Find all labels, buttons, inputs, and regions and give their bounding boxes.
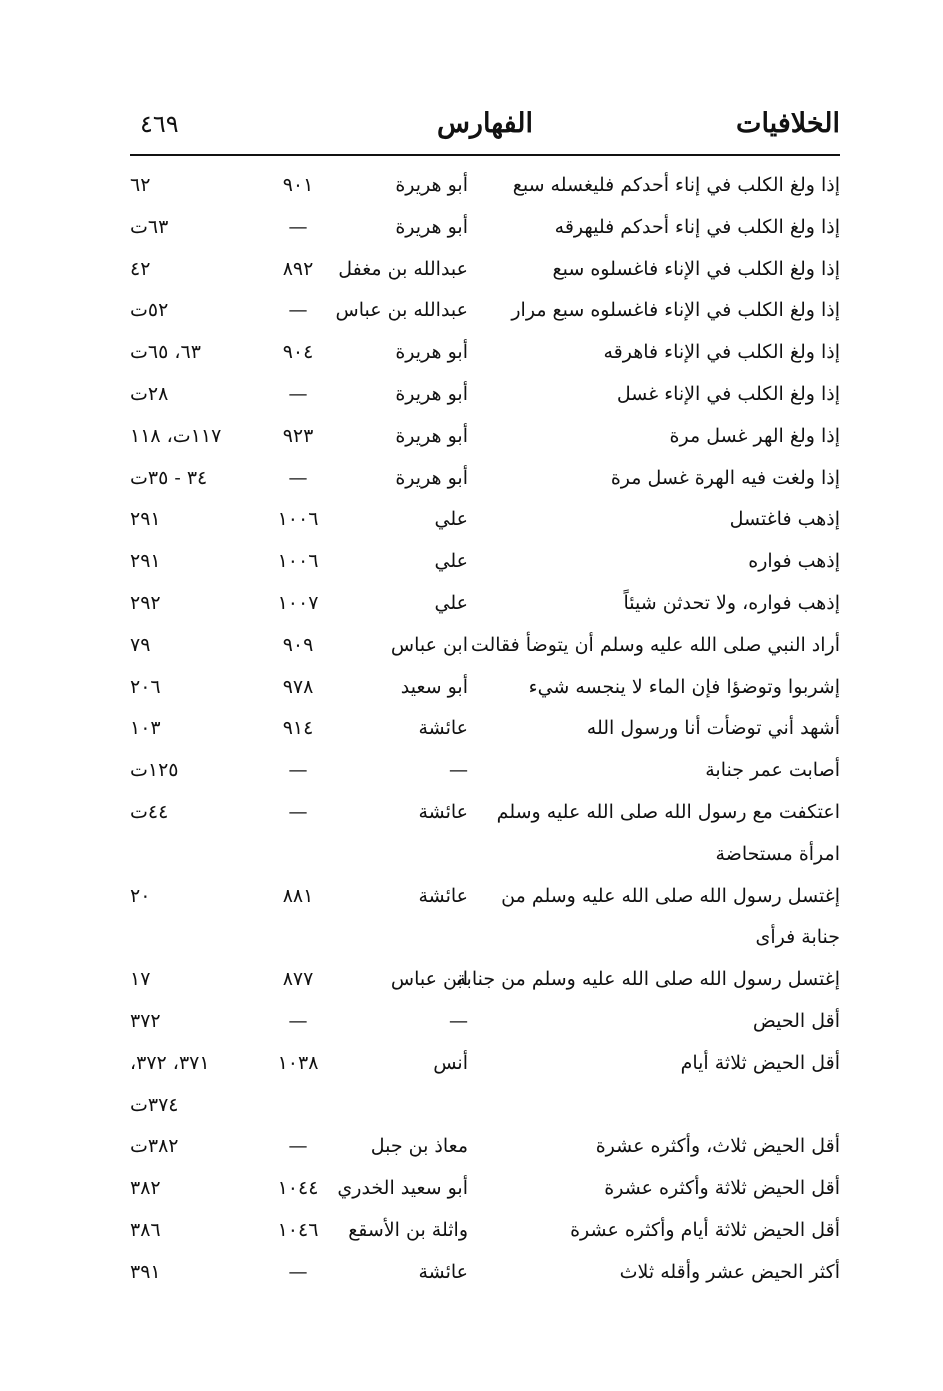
index-row: [130, 1126, 840, 1168]
hadith-number: —: [288, 800, 308, 823]
section-title: الفهارس: [436, 108, 534, 139]
hadith-text: أقل الحيض ثلاثة أيام وأكثره عشرة: [570, 1218, 840, 1241]
hadith-number: ٨٧٧: [282, 968, 314, 991]
index-row: [130, 1001, 840, 1043]
narrator: عائشة: [418, 717, 468, 740]
hadith-number: —: [288, 215, 308, 238]
hadith-number: ٩٠١: [282, 174, 314, 196]
index-row: [130, 541, 840, 583]
hadith-text: جنابة فرأى: [755, 926, 840, 949]
hadith-number: ١٠٣٨: [277, 1051, 319, 1074]
hadith-text: إذهب فواره، ولا تحدثن شيئاً: [623, 591, 840, 614]
index-row: [130, 1085, 840, 1127]
hadith-text: إذهب فواره: [748, 550, 840, 573]
hadith-number: —: [288, 1009, 308, 1032]
book-title: الخلافيات: [736, 108, 840, 139]
narrator: واثلة بن الأسقع: [348, 1218, 468, 1241]
hadith-number: ٨٨١: [282, 884, 314, 907]
page-refs: ٢٨ت: [130, 382, 169, 405]
index-row: [130, 917, 840, 959]
page-refs: ٣٤ - ٣٥ت: [130, 466, 208, 489]
page-refs: ٧٩: [130, 633, 151, 656]
page-refs: ٣٨٢: [130, 1177, 161, 1200]
hadith-number: —: [288, 466, 308, 489]
page-refs: ٣٨٦: [130, 1218, 161, 1241]
index-row: [130, 290, 840, 332]
hadith-text: إذا ولغ الكلب في الإناء غسل: [616, 382, 840, 405]
hadith-text: إذا ولغ الهر غسل مرة: [669, 424, 840, 447]
narrator: علي: [434, 508, 468, 531]
hadith-number: ٩٠٩: [282, 633, 314, 656]
page-refs: ٢٠: [130, 884, 151, 907]
hadith-text: أقل الحيض ثلاثة وأكثره عشرة: [604, 1177, 840, 1200]
hadith-number: —: [288, 299, 308, 322]
narrator: أبو هريرة: [395, 174, 468, 196]
index-row: [130, 750, 840, 792]
hadith-number: ١٠٠٦: [277, 508, 319, 531]
narrator: أبو هريرة: [395, 215, 468, 238]
index-row: [130, 499, 840, 541]
narrator: عبدالله بن عباس: [335, 299, 468, 322]
narrator: أبو سعيد الخدري: [337, 1177, 468, 1200]
hadith-number: ٩١٤: [282, 717, 314, 740]
index-row: [130, 876, 840, 918]
index-row: [130, 1168, 840, 1210]
hadith-text: إشربوا وتوضؤا فإن الماء لا ينجسه شيء: [528, 675, 840, 698]
hadith-text: إذا ولغت فيه الهرة غسل مرة: [610, 466, 840, 489]
index-row: [130, 583, 840, 625]
hadith-index-list: [130, 165, 840, 1294]
page-refs: ٢٩١: [130, 550, 161, 573]
page-refs: ١١٧ت، ١١٨: [130, 424, 222, 447]
hadith-text: امرأة مستحاضة: [715, 842, 840, 865]
hadith-text: إذا ولغ الكلب في الإناء فاهرقه: [603, 341, 840, 364]
page-refs: ٣٩١: [130, 1260, 161, 1283]
narrator: أبو هريرة: [395, 382, 468, 405]
narrator: أبو هريرة: [395, 424, 468, 447]
header-rule: [130, 154, 840, 156]
page-refs: ٦٣ت: [130, 215, 169, 238]
narrator: ابن عباس: [390, 633, 468, 656]
hadith-text: أقل الحيض ثلاثة أيام: [680, 1051, 840, 1074]
hadith-text: اعتكفت مع رسول الله صلى الله عليه وسلم: [496, 800, 840, 823]
page-refs: ٢٩٢: [130, 591, 161, 614]
hadith-number: —: [288, 382, 308, 405]
index-row: [130, 959, 840, 1001]
page-refs: ٣٧٤ت: [130, 1093, 179, 1116]
hadith-number: —: [288, 759, 308, 782]
narrator: —: [449, 1009, 468, 1032]
page-refs: ٣٧٢: [130, 1009, 161, 1032]
hadith-number: ١٠٤٦: [277, 1218, 319, 1241]
index-row: [130, 834, 840, 876]
narrator: ابن عباس: [390, 968, 468, 991]
hadith-text: إذهب فاغتسل: [729, 508, 840, 531]
page-refs: ٤٢: [130, 257, 151, 280]
hadith-number: ١٠٠٧: [277, 591, 319, 614]
page-refs: ١٢٥ت: [130, 759, 179, 782]
hadith-text: أشهد أني توضأت أنا ورسول الله: [586, 717, 840, 740]
hadith-number: ٩٢٣: [282, 424, 314, 447]
page-refs: ٥٢ت: [130, 299, 169, 322]
hadith-number: ٩٧٨: [282, 675, 314, 698]
narrator: أبو هريرة: [395, 341, 468, 364]
page-refs: ٤٤ت: [130, 800, 169, 823]
index-row: [130, 332, 840, 374]
index-row: [130, 708, 840, 750]
hadith-text: أقل الحيض ثلاث، وأكثره عشرة: [595, 1135, 840, 1158]
page-refs: ١٧: [130, 968, 151, 991]
hadith-text: إغتسل رسول الله صلى الله عليه وسلم من جنابة: [456, 968, 840, 991]
narrator: عائشة: [418, 884, 468, 907]
index-row: [130, 1252, 840, 1294]
hadith-number: ١٠٤٤: [277, 1177, 319, 1200]
narrator: معاذ بن جبل: [370, 1135, 468, 1158]
narrator: عائشة: [418, 800, 468, 823]
page-refs: ٣٨٢ت: [130, 1135, 179, 1158]
page-refs: ١٠٣: [130, 717, 161, 740]
hadith-number: ٨٩٢: [282, 257, 314, 280]
hadith-text: إذا ولغ الكلب في الإناء فاغسلوه سبع: [552, 257, 840, 280]
index-row: [130, 625, 840, 667]
hadith-text: أكثر الحيض عشر وأقله ثلاث: [619, 1260, 840, 1283]
page-number: ٤٦٩: [140, 110, 179, 138]
hadith-text: إذا ولغ الكلب في إناء أحدكم فليهرقه: [554, 215, 840, 238]
hadith-number: —: [288, 1260, 308, 1283]
narrator: علي: [434, 591, 468, 614]
hadith-text: أقل الحيض: [752, 1009, 840, 1032]
narrator: عائشة: [418, 1260, 468, 1283]
index-row: [130, 165, 840, 207]
hadith-text: أراد النبي صلى الله عليه وسلم أن يتوضأ فقالت: [470, 633, 840, 656]
hadith-number: ٩٠٤: [282, 341, 314, 364]
page-refs: ٢٩١: [130, 508, 161, 531]
narrator: علي: [434, 550, 468, 573]
narrator: عبدالله بن مغفل: [338, 257, 468, 280]
index-row: [130, 1210, 840, 1252]
hadith-number: ١٠٠٦: [277, 550, 319, 573]
index-row: [130, 792, 840, 834]
index-row: [130, 416, 840, 458]
narrator: أبو سعيد: [400, 675, 468, 698]
index-row: [130, 249, 840, 291]
hadith-text: أصابت عمر جنابة: [705, 759, 840, 782]
index-row: [130, 458, 840, 500]
hadith-number: —: [288, 1135, 308, 1158]
index-row: [130, 1043, 840, 1085]
page-refs: ٦٢: [130, 174, 151, 196]
page-header: [130, 108, 840, 152]
narrator: أنس: [433, 1051, 468, 1074]
hadith-text: إذا ولغ الكلب في الإناء فاغسلوه سبع مرار: [511, 299, 840, 322]
hadith-text: إغتسل رسول الله صلى الله عليه وسلم من: [501, 884, 840, 907]
index-row: [130, 207, 840, 249]
index-row: [130, 374, 840, 416]
page-refs: ٢٠٦: [130, 675, 161, 698]
index-row: [130, 667, 840, 709]
page-refs: ٣٧١، ٣٧٢،: [130, 1051, 210, 1074]
narrator: أبو هريرة: [395, 466, 468, 489]
page-refs: ٦٣، ٦٥ت: [130, 341, 201, 364]
narrator: —: [449, 759, 468, 782]
hadith-text: إذا ولغ الكلب في إناء أحدكم فليغسله سبع: [512, 174, 840, 196]
